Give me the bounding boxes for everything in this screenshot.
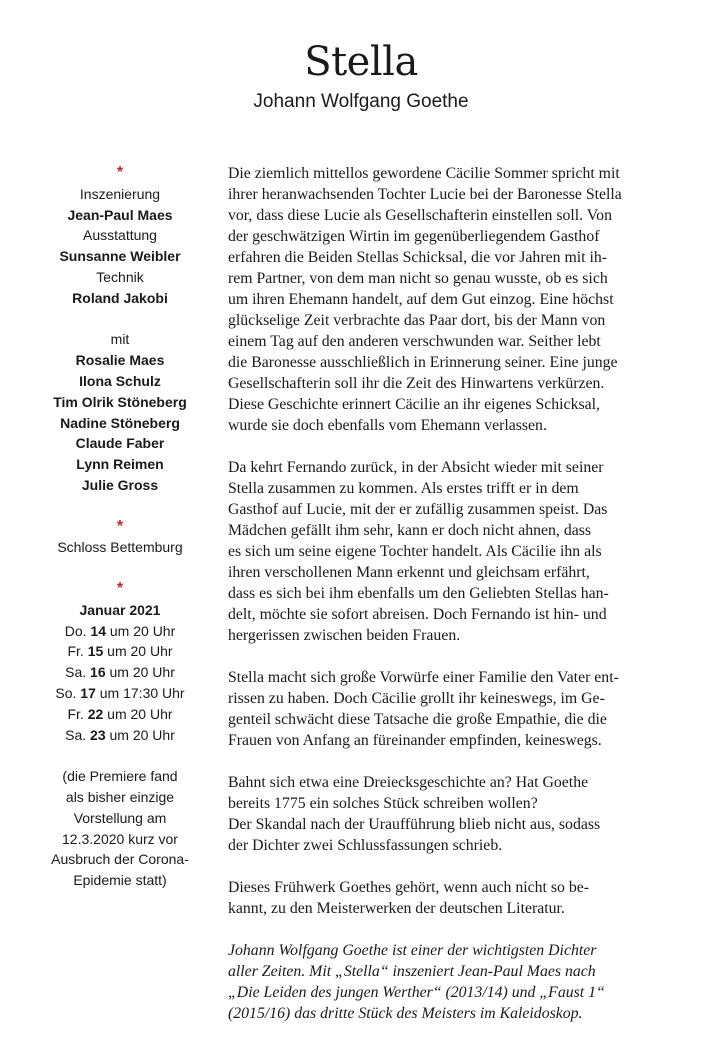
direction-role: Inszenierung xyxy=(79,185,161,202)
text-line: der geschwätzigen Wirtin im gegenüberliegendem Gasthof xyxy=(228,228,600,245)
author-subtitle: Johann Wolfgang Goethe xyxy=(253,91,469,112)
cast-list xyxy=(20,350,220,496)
venue: Schloss Bettemburg xyxy=(57,539,183,556)
paragraph xyxy=(228,163,708,436)
time: um 20 Uhr xyxy=(107,643,173,660)
text-line: (2015/16) das dritte Stück des Meisters im Kaleidoskop. xyxy=(228,1005,583,1022)
synopsis-text xyxy=(228,163,708,1045)
text-line: der Dichter zwei Schlussfassungen schrieb. xyxy=(228,837,503,854)
text-line: Dieses Frühwerk Goethes gehört, wenn auch nicht so be- xyxy=(228,879,590,896)
performance-date xyxy=(20,641,220,662)
paragraph xyxy=(228,457,708,646)
time: um 17:30 Uhr xyxy=(99,684,185,701)
text-line: Gesellschafterin soll ihr die Zeit des Hinwartens verkürzen. xyxy=(228,375,605,392)
paragraph xyxy=(228,940,708,1024)
cast-member: Rosalie Maes xyxy=(75,352,165,369)
date-list xyxy=(20,621,220,746)
text-line: rem Partner, von dem man nicht so genau wusste, ob es sich xyxy=(228,270,608,287)
cast-member: Ilona Schulz xyxy=(79,372,161,389)
weekday: Do. xyxy=(64,622,87,639)
note-line: Epidemie statt) xyxy=(73,872,167,889)
text-line: kannt, zu den Meisterwerken der deutschen Literatur. xyxy=(228,900,565,917)
text-line: aller Zeiten. Mit „Stella“ inszeniert Jean-Paul Maes nach xyxy=(228,963,596,980)
cast-member: Claude Faber xyxy=(75,435,165,452)
weekday: So. xyxy=(55,684,77,701)
note-line: (die Premiere fand xyxy=(62,768,178,785)
credits-sidebar xyxy=(20,163,220,891)
text-line: Diese Geschichte erinnert Cäcilie an ihr eigenes Schicksal, xyxy=(228,396,600,413)
weekday: Sa. xyxy=(65,726,87,743)
text-line: vor, dass diese Lucie als Gesellschafterin einstellen soll. Von xyxy=(228,207,612,224)
time: um 20 Uhr xyxy=(109,622,176,639)
day-number: 23 xyxy=(90,726,106,743)
paragraph xyxy=(228,877,708,919)
performance-date xyxy=(20,725,220,746)
day-number: 15 xyxy=(87,643,104,660)
design-name: Sunsanne Weibler xyxy=(59,248,181,265)
text-line: Bahnt sich etwa eine Dreiecksgeschichte an? Hat Goethe xyxy=(228,774,589,791)
text-line: hergerissen zwischen beiden Frauen. xyxy=(228,627,461,644)
design-role: Ausstattung xyxy=(83,227,157,244)
text-line: Der Skandal nach der Uraufführung blieb nicht aus, sodass xyxy=(228,816,601,833)
page-title: Stella xyxy=(304,39,418,85)
cast-label: mit xyxy=(110,331,130,348)
performance-date xyxy=(20,662,220,683)
text-line: rissen zu haben. Doch Cäcilie grollt ihr keineswegs, im Ge- xyxy=(228,690,605,707)
text-line: einem Tag auf den anderen verschwunden war. Seither lebt xyxy=(228,333,601,350)
direction-name: Jean-Paul Maes xyxy=(67,206,173,223)
cast-member: Nadine Stöneberg xyxy=(60,414,180,431)
premiere-note xyxy=(20,766,220,891)
time: um 20 Uhr xyxy=(107,705,173,722)
text-line: Gasthof auf Lucie, mit der er zufällig zusammen speist. Das xyxy=(228,501,608,518)
text-line: die Baronesse ausschließlich in Erinnerung seiner. Eine junge xyxy=(228,354,618,371)
time: um 20 Uhr xyxy=(109,726,175,743)
performance-date xyxy=(20,704,220,725)
tech-role: Technik xyxy=(96,268,144,285)
text-line: Da kehrt Fernando zurück, in der Absicht wieder mit seiner xyxy=(228,459,604,476)
text-line: Stella zusammen zu kommen. Als erstes trifft er in dem xyxy=(228,480,579,497)
time: um 20 Uhr xyxy=(109,664,175,681)
text-line: bereits 1775 ein solches Stück schreiben wollen? xyxy=(228,795,538,812)
weekday: Sa. xyxy=(65,664,87,681)
cast-member: Tim Olrik Stöneberg xyxy=(53,393,187,410)
text-line: wurde sie doch ebenfalls vom Ehemann verlassen. xyxy=(228,417,547,434)
weekday: Fr. xyxy=(67,705,84,722)
weekday: Fr. xyxy=(67,643,84,660)
asterisk-icon: * xyxy=(116,579,124,597)
day-number: 14 xyxy=(90,622,106,639)
note-line: Vorstellung am xyxy=(73,809,167,826)
text-line: Frauen von Anfang an füreinander empfinden, keineswegs. xyxy=(228,732,602,749)
text-line: ihren verschollenen Mann erkennt und gleichsam erfährt, xyxy=(228,564,590,581)
cast-member: Lynn Reimen xyxy=(76,456,164,473)
text-line: genteil schwächt diese Tatsache die große Empathie, die die xyxy=(228,711,607,728)
performance-date xyxy=(20,621,220,642)
day-number: 17 xyxy=(80,684,96,701)
text-line: Stella macht sich große Vorwürfe einer Familie den Vater ent- xyxy=(228,669,619,686)
text-line: Johann Wolfgang Goethe ist einer der wichtigsten Dichter xyxy=(228,942,597,959)
asterisk-icon: * xyxy=(116,517,124,535)
text-line: dass es sich bei ihm ebenfalls um den Geliebten Stellas han- xyxy=(228,585,609,602)
performance-date xyxy=(20,683,220,704)
paragraph xyxy=(228,667,708,751)
text-line: es sich um seine eigene Tochter handelt. Als Cäcilie ihn als xyxy=(228,543,602,560)
text-line: delt, möchte sie sofort abreisen. Doch Fernando ist hin- und xyxy=(228,606,607,623)
text-line: Die ziemlich mittellos gewordene Cäcilie Sommer spricht mit xyxy=(228,165,620,182)
text-line: ihrer heranwachsenden Tochter Lucie bei der Baronesse Stella xyxy=(228,186,622,203)
note-line: als bisher einzige xyxy=(65,788,175,805)
text-line: erfahren die Beiden Stellas Schicksal, die vor Jahren mit ih- xyxy=(228,249,608,266)
text-line: um ihren Ehemann handelt, auf dem Gut einzog. Eine höchst xyxy=(228,291,614,308)
paragraph xyxy=(228,772,708,856)
text-line: „Die Leiden des jungen Werther“ (2013/14) und „Faust 1“ xyxy=(228,984,605,1001)
asterisk-icon: * xyxy=(116,164,124,181)
day-number: 16 xyxy=(90,664,106,681)
text-line: Mädchen gefällt ihm sehr, kann er doch nicht ahnen, dass xyxy=(228,522,592,539)
note-line: Ausbruch der Corona- xyxy=(51,851,189,868)
tech-name: Roland Jakobi xyxy=(72,289,168,306)
day-number: 22 xyxy=(87,705,104,722)
month-label: Januar 2021 xyxy=(79,601,161,618)
note-line: 12.3.2020 kurz vor xyxy=(62,830,178,847)
text-line: glückselige Zeit verbrachte das Paar dort, bis der Mann von xyxy=(228,312,606,329)
cast-member: Julie Gross xyxy=(81,476,159,493)
